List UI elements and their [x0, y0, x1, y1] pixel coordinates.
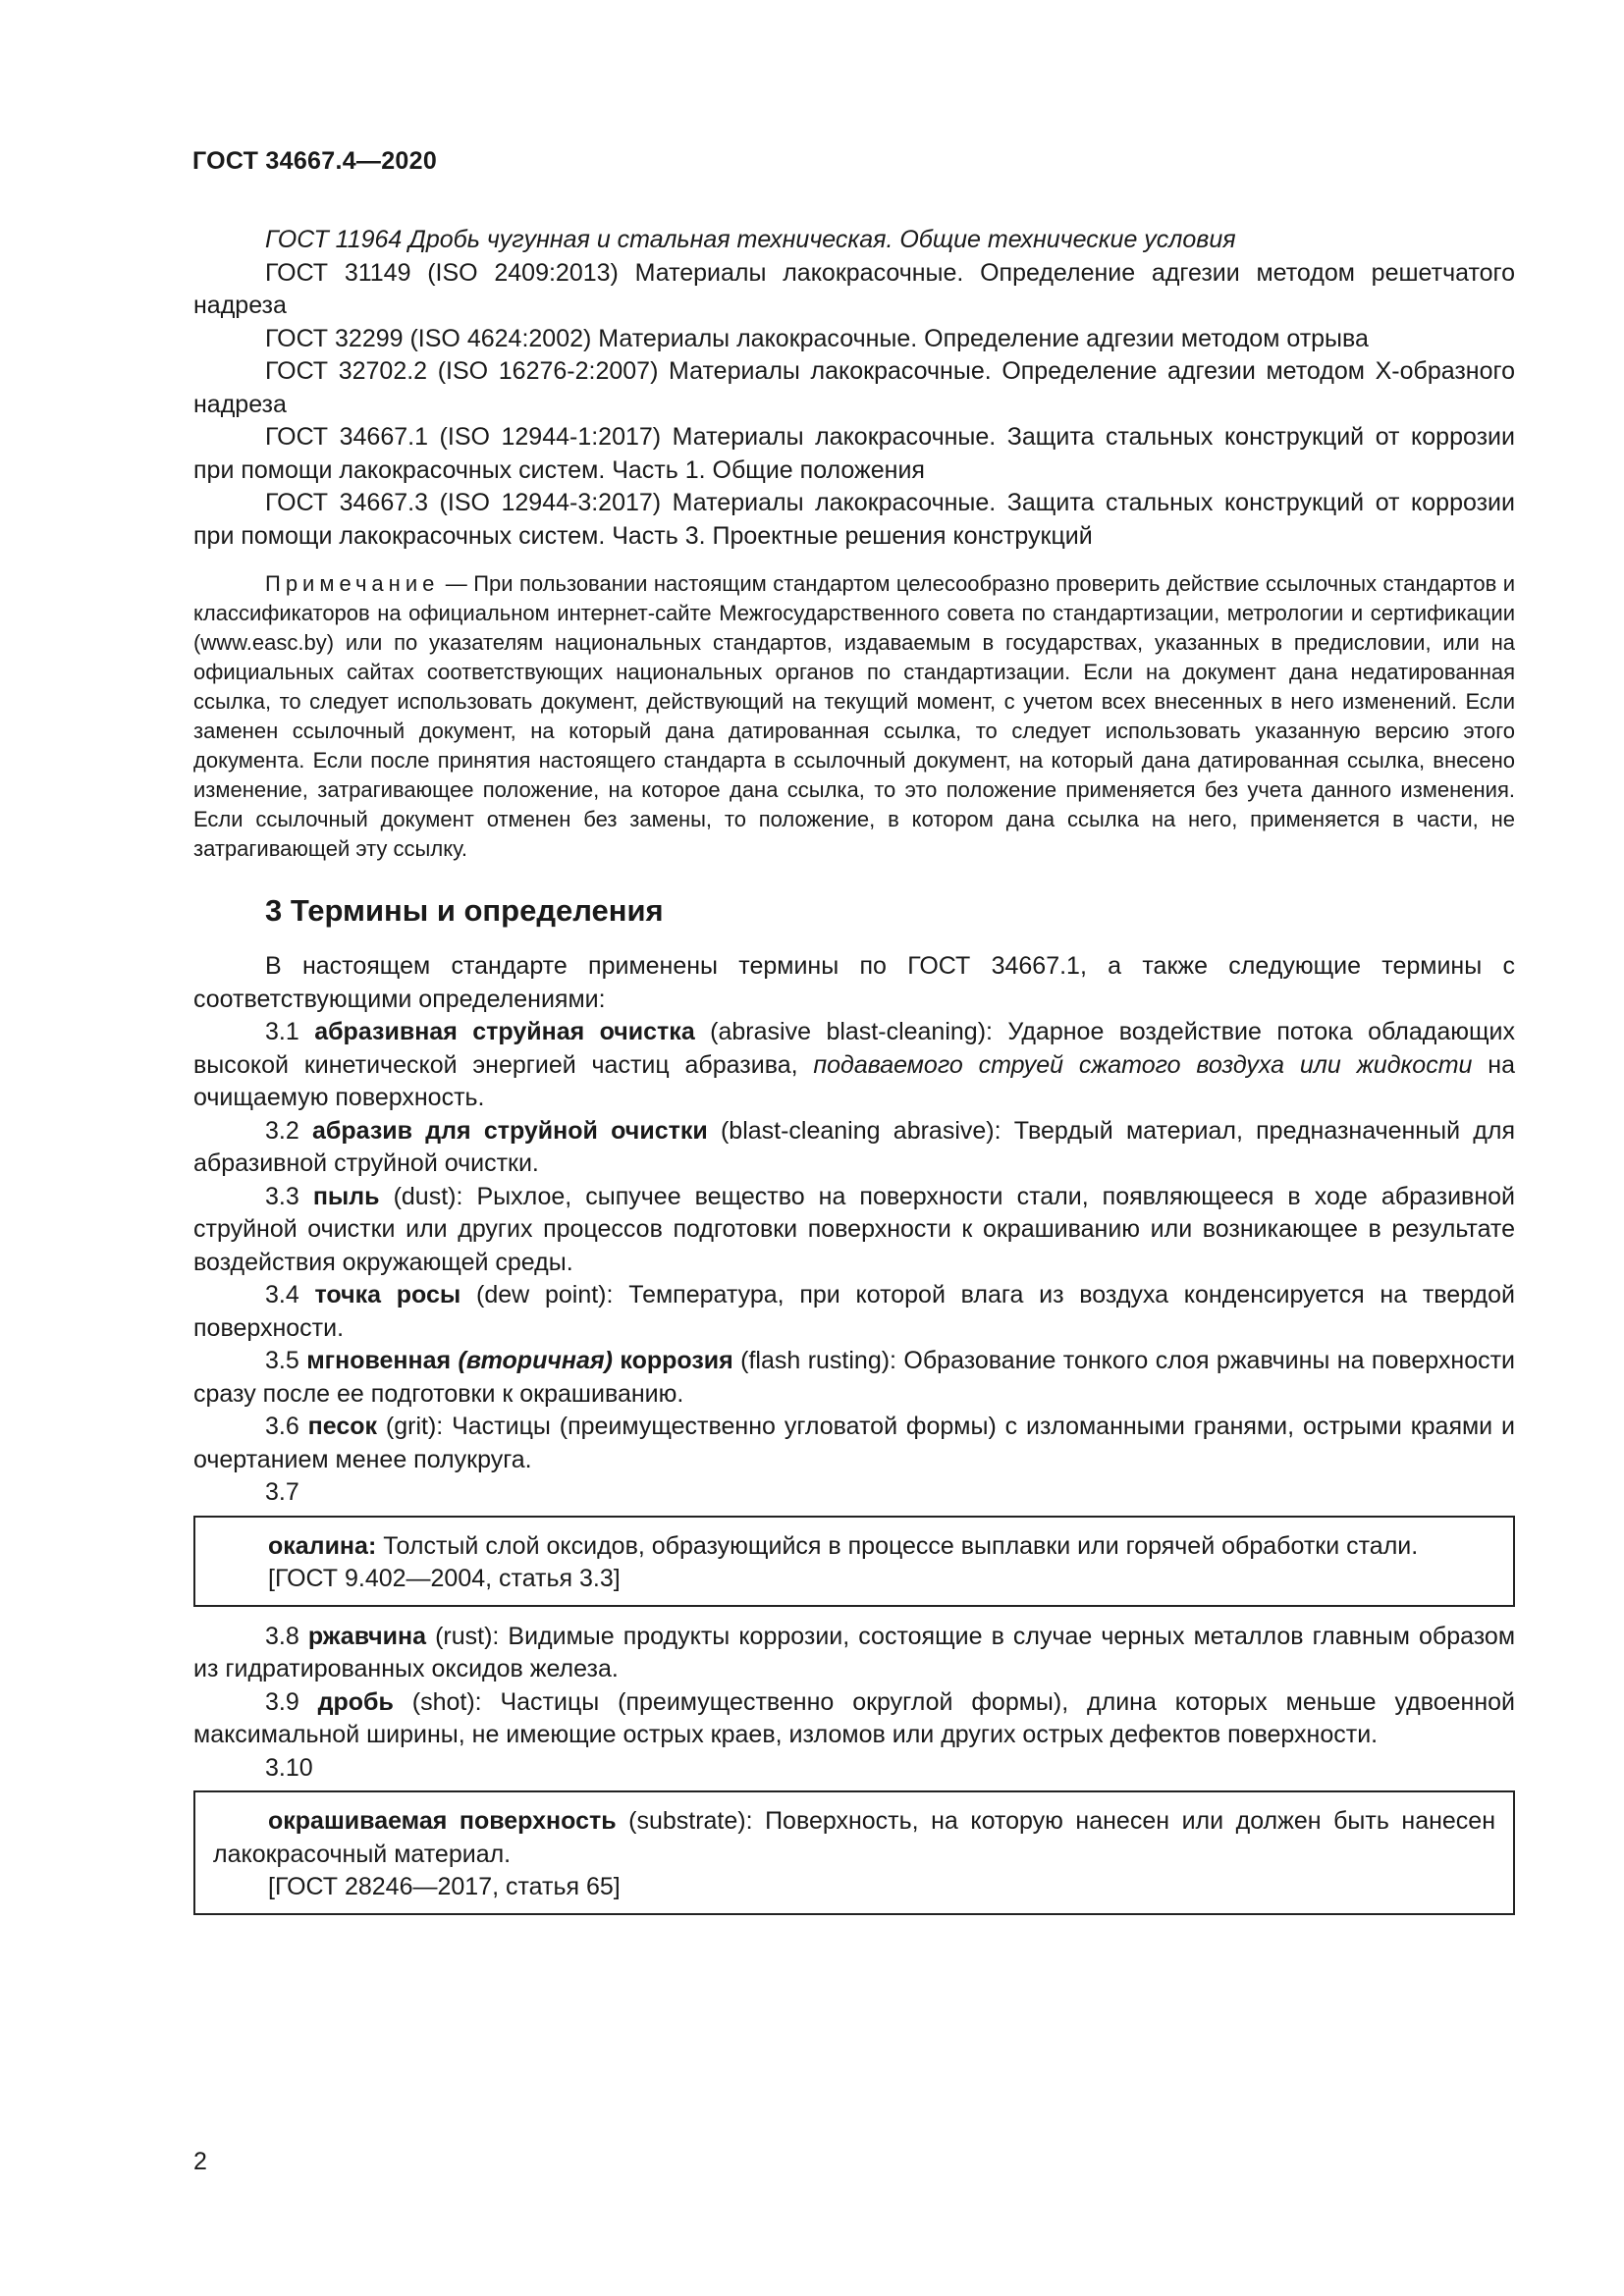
- term-entry-3-1: [193, 1016, 1515, 1115]
- term-definition: (grit): Частицы (преимущественно угловатой формы) с изломанными гранями, острыми краями и очертанием менее полукруга.: [193, 1413, 1515, 1473]
- term-definition: (dust): Рыхлое, сыпучее вещество на поверхности стали, появляющееся в ходе абразивной струйной очистки или других процессов подготовки поверхности к окрашиванию или возникающее в результате воздействия окружающей среды.: [193, 1182, 1516, 1276]
- term-entry-3-3: [193, 1181, 1515, 1280]
- term-entry-3-6: [193, 1411, 1515, 1476]
- note-paragraph: [193, 569, 1515, 864]
- term-name: ржавчина: [307, 1622, 427, 1650]
- reference-item: ГОСТ 31149 (ISO 2409:2013) Материалы лакокрасочные. Определение адгезии методом решетчатого надреза: [193, 258, 1515, 319]
- term-name: пыль: [312, 1182, 380, 1210]
- term-entry-3-4: [193, 1279, 1515, 1345]
- term-number: 3.9: [265, 1687, 318, 1716]
- term-number-3-7: 3.7: [265, 1478, 299, 1506]
- term-definition: (flash rusting): Образование тонкого слоя ржавчины на поверхности сразу после ее подготовки к окрашиванию.: [193, 1347, 1516, 1408]
- term-definition: (blast-cleaning abrasive): Твердый материал, предназначенный для абразивной струйной очистки.: [193, 1116, 1515, 1177]
- term-definition: Толстый слой оксидов, образующийся в процессе выплавки или горячей обработки стали.: [376, 1531, 1419, 1560]
- reference-item: ГОСТ 34667.1 (ISO 12944-1:2017) Материалы лакокрасочные. Защита стальных конструкций от коррозии при помощи лакокрасочных систем. Часть 1. Общие положения: [193, 423, 1515, 484]
- reference-item: ГОСТ 32299 (ISO 4624:2002) Материалы лакокрасочные. Определение адгезии методом отрыва: [265, 324, 1369, 352]
- term-entry-3-2: [193, 1115, 1515, 1181]
- term-box-3-7: [193, 1516, 1515, 1607]
- term-entry-3-10: [213, 1805, 1495, 1871]
- term-number-3-10: 3.10: [265, 1753, 313, 1782]
- term-box-3-10: [193, 1790, 1515, 1915]
- term-name: окрашиваемая поверхность: [268, 1807, 617, 1835]
- term-name: песок: [307, 1413, 378, 1440]
- term-definition: (abrasive blast-cleaning): Ударное воздействие потока обладающих высокой кинетической энергией частиц абразива,: [193, 1018, 1516, 1079]
- term-number: 3.3: [265, 1182, 313, 1210]
- term-definition: (dew point): Температура, при которой влага из воздуха конденсируется на твердой поверхности.: [193, 1281, 1515, 1342]
- term-entry-3-7: [213, 1530, 1495, 1564]
- note-text: — При пользовании настоящим стандартом целесообразно проверить действие ссылочных стандартов и классификаторов на официальном интернет-сайте Межгосударственного совета по стандартизации, метрологии и сертификации (www.easc.by) или по указателям национальных стандартов, издаваемым в государствах, указанных в предисловии, или на официальных сайтах соответствующих национальных органов по стандартизации. Если на документ дана недатированная ссылка, то следует использовать документ, действующий на текущий момент, с учетом всех внесенных в него изменений. Если заменен ссылочный документ, на который дана датированная ссылка, то следует использовать указанную версию этого документа. Если после принятия настоящего стандарта в ссылочный документ, на который дана датированная ссылка, внесено изменение, затрагивающее положение, на которое дана ссылка, то это положение применяется без учета данного изменения. Если ссылочный документ отменен без замены, то положение, в котором дана ссылка на него, применяется в части, не затрагивающей эту ссылку.: [193, 571, 1515, 861]
- section-title: 3 Термины и определения: [265, 893, 664, 928]
- term-number: 3.5: [265, 1347, 307, 1374]
- term-name: дробь: [317, 1687, 394, 1716]
- term-number: 3.6: [265, 1413, 308, 1440]
- term-name: окалина:: [268, 1531, 377, 1560]
- term-definition: (shot): Частицы (преимущественно округлой формы), длина которых меньше удвоенной максимальной ширины, не имеющие острых краев, изломов или других острых дефектов поверхности.: [193, 1687, 1515, 1748]
- term-definition: на очищаемую поверхность.: [193, 1050, 1515, 1111]
- term-name: мгновенная: [306, 1347, 459, 1374]
- term-name: точка росы: [314, 1281, 461, 1308]
- term-number: 3.2: [265, 1116, 312, 1145]
- term-name-italic: (вторичная): [458, 1347, 613, 1374]
- document-header: ГОСТ 34667.4—2020: [192, 147, 438, 175]
- term-number: 3.1: [265, 1018, 315, 1045]
- term-entry-3-9: [193, 1686, 1515, 1752]
- term-name: абразив для струйной очистки: [312, 1116, 708, 1145]
- term-entry-3-8: [193, 1621, 1515, 1686]
- term-definition: (substrate): Поверхность, на которую нанесен или должен быть нанесен лакокрасочный материал.: [213, 1807, 1496, 1868]
- term-number: 3.8: [265, 1622, 308, 1650]
- page-content: [193, 224, 1515, 1929]
- term-name: коррозия: [612, 1347, 733, 1374]
- term-source-reference: [ГОСТ 28246—2017, статья 65]: [268, 1873, 621, 1900]
- section-intro: В настоящем стандарте применены термины по ГОСТ 34667.1, а также следующие термины с соответствующими определениями:: [193, 952, 1515, 1013]
- reference-item: ГОСТ 11964 Дробь чугунная и стальная техническая. Общие технические условия: [265, 226, 1236, 253]
- reference-item: ГОСТ 32702.2 (ISO 16276-2:2007) Материалы лакокрасочные. Определение адгезии методом Х-образного надреза: [193, 357, 1515, 418]
- term-entry-3-5: [193, 1345, 1515, 1411]
- note-label: Примечание: [265, 571, 440, 596]
- term-source-reference: [ГОСТ 9.402—2004, статья 3.3]: [268, 1565, 621, 1592]
- page-number: 2: [193, 2148, 207, 2175]
- term-definition: (rust): Видимые продукты коррозии, состоящие в случае черных металлов главным образом из гидратированных оксидов железа.: [193, 1622, 1516, 1682]
- term-number: 3.4: [265, 1281, 315, 1308]
- term-name: абразивная струйная очистка: [314, 1018, 695, 1045]
- term-definition-italic: подаваемого струей сжатого воздуха или жидкости: [813, 1050, 1473, 1079]
- reference-item: ГОСТ 34667.3 (ISO 12944-3:2017) Материалы лакокрасочные. Защита стальных конструкций от коррозии при помощи лакокрасочных систем. Часть 3. Проектные решения конструкций: [193, 489, 1515, 550]
